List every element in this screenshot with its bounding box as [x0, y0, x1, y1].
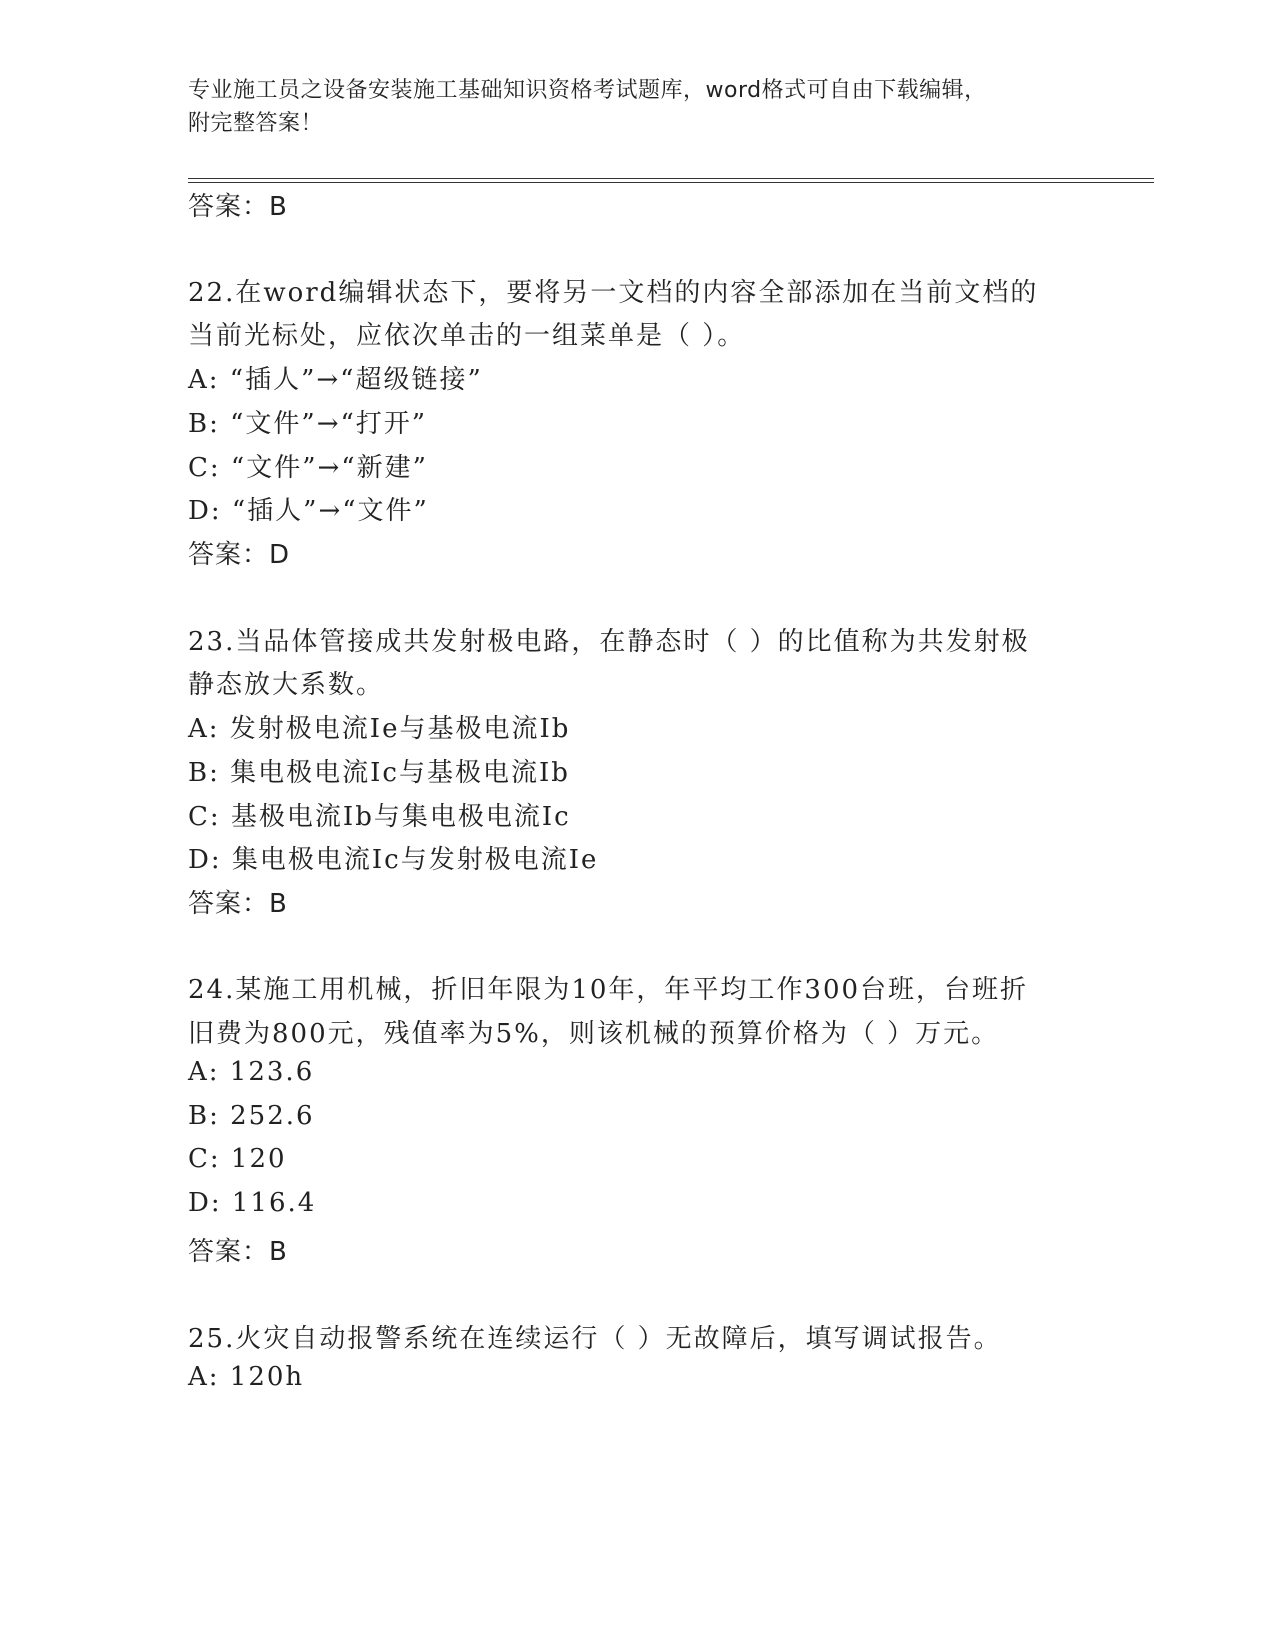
answer-previous: 答案：B — [188, 192, 288, 222]
question-23-stem-line-1: 23.当品体管接成共发射极电路，在静态时（ ）的比值称为共发射极 — [188, 627, 1030, 657]
question-24-option-c: C: 120 — [188, 1144, 287, 1174]
question-23-option-c: C: 基极电流Ib与集电极电流Ic — [188, 802, 571, 832]
question-22-option-d: D: “插人”→“文件” — [188, 496, 429, 526]
question-23-option-b: B: 集电极电流Ic与基极电流Ib — [188, 758, 570, 788]
question-22-option-a: A: “插人”→“超级链接” — [188, 365, 483, 395]
question-25-option-a: A: 120h — [188, 1362, 305, 1392]
document-header — [188, 74, 1068, 140]
header-divider-bottom — [188, 182, 1154, 183]
question-24-option-b: B: 252.6 — [188, 1101, 315, 1131]
question-22-option-b: B: “文件”→“打开” — [188, 409, 428, 439]
question-23-stem-line-2: 静态放大系数。 — [188, 670, 385, 700]
question-24-stem-line-2: 旧费为800元，残值率为5%，则该机械的预算价格为（ ）万元。 — [188, 1019, 1000, 1049]
question-22-option-c: C: “文件”→“新建” — [188, 453, 428, 483]
question-24-option-d: D: 116.4 — [188, 1188, 317, 1218]
question-22-stem-line-2: 当前光标处，应依次单击的一组菜单是（ ）。 — [188, 321, 746, 351]
question-24-option-a: A: 123.6 — [188, 1057, 315, 1087]
question-23-option-d: D: 集电极电流Ic与发射极电流Ie — [188, 845, 599, 875]
header-line-1: 专业施工员之设备安装施工基础知识资格考试题库，word格式可自由下载编辑， — [188, 78, 987, 103]
header-divider-top — [188, 178, 1154, 179]
question-25-stem-line-1: 25.火灾自动报警系统在连续运行（ ）无故障后，填写调试报告。 — [188, 1324, 1002, 1354]
question-22-stem-line-1: 22.在word编辑状态下，要将另一文档的内容全部添加在当前文档的 — [188, 278, 1039, 308]
question-24-answer: 答案：B — [188, 1237, 288, 1267]
question-24-stem-line-1: 24.某施工用机械，折旧年限为10年，年平均工作300台班，台班折 — [188, 975, 1029, 1005]
header-line-2: 附完整答案！ — [188, 111, 324, 136]
question-23-answer: 答案：B — [188, 889, 288, 919]
question-23-option-a: A: 发射极电流Ie与基极电流Ib — [188, 714, 571, 744]
question-22-answer: 答案：D — [188, 540, 291, 570]
